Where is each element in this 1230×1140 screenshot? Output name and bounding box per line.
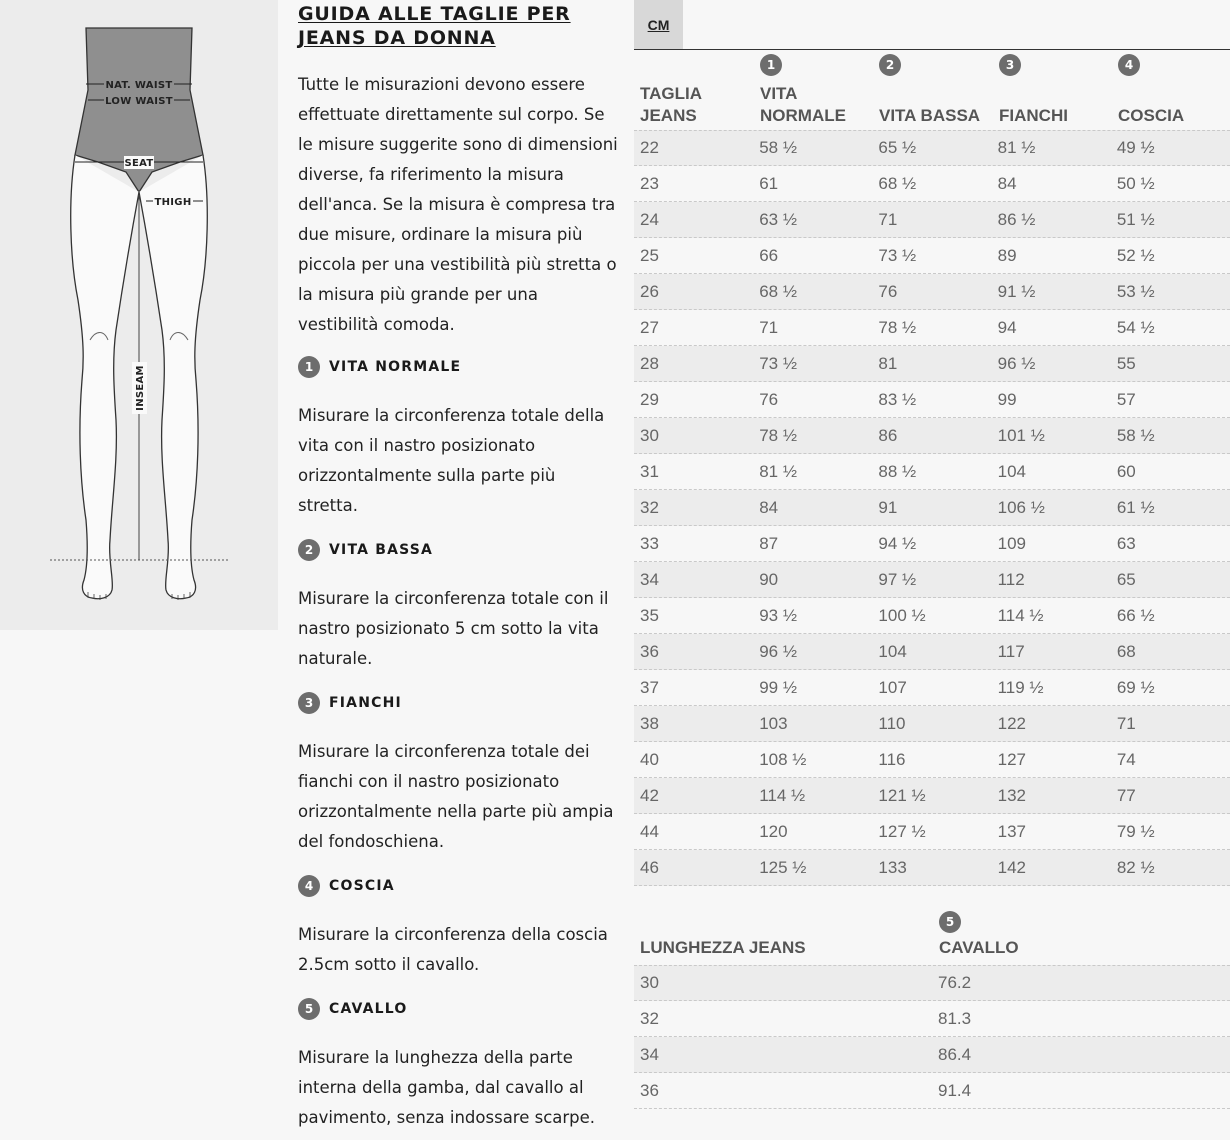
table-cell: 50 ½ <box>1116 173 1155 193</box>
table-cell: 74 <box>1116 749 1136 769</box>
table-cell: 33 <box>640 533 659 553</box>
table-cell: 100 ½ <box>878 605 926 625</box>
table-cell: 65 <box>1116 569 1136 589</box>
table-row <box>634 814 1230 850</box>
table-cell: 76 <box>759 389 779 409</box>
section-text: Misurare la circonferenza totale della vita con il nastro posizionato orizzontalmente sulla parte più stretta. <box>298 406 605 515</box>
table-row <box>634 742 1230 778</box>
table-cell: 34 <box>640 569 659 589</box>
size-tables <box>634 0 1230 1109</box>
table-cell: 106 ½ <box>997 497 1045 517</box>
table-cell: 77 <box>1116 785 1136 805</box>
number-badge-4: 4 <box>1118 54 1140 76</box>
table-row <box>634 454 1230 490</box>
thigh-label: THIGH <box>154 197 192 208</box>
section-text: Misurare la circonferenza della coscia 2.5cm sotto il cavallo. <box>298 925 608 974</box>
table-cell: 94 <box>997 317 1017 337</box>
table-cell: 37 <box>640 677 659 697</box>
table-row <box>634 166 1230 202</box>
table-cell: 24 <box>640 209 659 229</box>
table-cell: 73 ½ <box>759 353 798 373</box>
table-row <box>634 1001 1230 1037</box>
table-cell: 29 <box>640 389 659 409</box>
table-cell: 120 <box>759 821 788 841</box>
seat-label: SEAT <box>124 158 154 169</box>
table-cell: 40 <box>640 749 659 769</box>
table-cell: 117 <box>997 641 1025 661</box>
table-row <box>634 202 1230 238</box>
tab-cm[interactable]: CM <box>634 0 683 49</box>
section-title: VITA NORMALE <box>329 359 462 375</box>
table-cell: 78 ½ <box>878 317 917 337</box>
table-row <box>634 965 1230 1001</box>
table-body <box>634 130 1230 886</box>
table-cell: 91 <box>878 497 898 517</box>
table-cell: 30 <box>640 973 659 992</box>
table-cell: 58 ½ <box>1116 425 1155 445</box>
unit-tabs <box>634 0 1230 50</box>
table-cell: 63 <box>1116 533 1136 553</box>
table-row <box>634 274 1230 310</box>
table-cell: 58 ½ <box>759 138 798 157</box>
table-cell: 121 ½ <box>878 785 926 805</box>
table-cell: 78 ½ <box>759 425 798 445</box>
table-cell: 114 ½ <box>759 785 806 805</box>
section-title: VITA BASSA <box>329 542 434 558</box>
table-cell: 108 ½ <box>759 749 807 769</box>
table-cell: 55 <box>1116 353 1136 373</box>
table-cell: 68 <box>1116 641 1136 661</box>
inseam-label: INSEAM <box>135 365 146 411</box>
table-row <box>634 418 1230 454</box>
table-row <box>634 310 1230 346</box>
table-cell: 125 ½ <box>759 857 807 877</box>
table-cell: 127 ½ <box>878 821 926 841</box>
table-cell: 132 <box>997 785 1026 805</box>
table-cell: 99 <box>997 389 1017 409</box>
table-cell: 96 ½ <box>759 641 798 661</box>
table-cell: 57 <box>1116 389 1136 409</box>
table-header: LUNGHEZZA JEANS 5 CAVALLO <box>634 907 1230 965</box>
table-row <box>634 382 1230 418</box>
number-badge-2: 2 <box>879 54 901 76</box>
table-cell: 83 ½ <box>878 389 917 409</box>
table-cell: 112 <box>997 569 1025 589</box>
body-measurement-illustration <box>0 0 278 630</box>
number-badge-5: 5 <box>298 998 320 1020</box>
table-cell: 61 <box>759 173 779 193</box>
table-cell: 66 ½ <box>1116 605 1155 625</box>
table-row <box>634 1037 1230 1073</box>
table-cell: 116 <box>878 749 906 769</box>
section-vita-normale <box>298 354 618 521</box>
size-guide-text <box>298 0 618 1133</box>
number-badge-2: 2 <box>298 539 320 561</box>
table-cell: 133 <box>878 857 907 877</box>
table-cell: 99 ½ <box>759 677 798 697</box>
section-coscia <box>298 873 618 980</box>
body-figure-svg <box>0 0 278 630</box>
table-cell: 36 <box>640 641 659 661</box>
table-cell: 73 ½ <box>878 245 917 265</box>
table-cell: 42 <box>640 785 659 805</box>
table-cell: 127 <box>997 749 1026 769</box>
table-cell: 25 <box>640 245 659 265</box>
table-cell: 119 ½ <box>997 677 1044 697</box>
page-title: GUIDA ALLE TAGLIE PER JEANS DA DONNA <box>298 3 571 49</box>
table-cell: 44 <box>640 821 659 841</box>
table-header: TAGLIA JEANS 1 VITA NORMALE 2 VITA BASSA 3 FIANCHI 4 COSCIA <box>634 50 1230 130</box>
table-cell: 90 <box>759 569 779 589</box>
table-body <box>634 965 1230 1109</box>
table-row <box>634 634 1230 670</box>
table-row <box>634 490 1230 526</box>
table-cell: 36 <box>640 1080 659 1100</box>
table-row <box>634 238 1230 274</box>
table-cell: 71 <box>1116 713 1136 733</box>
table-cell: 114 ½ <box>997 605 1044 625</box>
table-row <box>634 346 1230 382</box>
table-cell: 86.4 <box>938 1044 972 1064</box>
table-cell: 32 <box>640 1008 659 1028</box>
table-cell: 79 ½ <box>1116 821 1155 841</box>
table-cell: 104 <box>878 641 907 661</box>
table-cell: 107 <box>878 677 907 697</box>
table-cell: 63 ½ <box>759 209 798 229</box>
table-cell: 66 <box>759 245 779 265</box>
table-cell: 103 <box>759 713 788 733</box>
table-cell: 97 ½ <box>878 569 917 589</box>
jeans-size-table <box>634 50 1230 886</box>
table-cell: 32 <box>640 497 659 517</box>
table-cell: 142 <box>997 857 1026 877</box>
section-text: Misurare la lunghezza della parte interna della gamba, dal cavallo al pavimento, senza indossare scarpe. <box>298 1048 596 1127</box>
table-cell: 30 <box>640 425 659 445</box>
table-cell: 81 <box>878 353 898 373</box>
table-cell: 81 ½ <box>759 461 798 481</box>
table-cell: 28 <box>640 353 659 373</box>
table-cell: 93 ½ <box>759 605 798 625</box>
table-cell: 91.4 <box>938 1080 972 1100</box>
table-cell: 54 ½ <box>1116 317 1155 337</box>
table-cell: 104 <box>997 461 1026 481</box>
table-cell: 46 <box>640 857 659 877</box>
table-row <box>634 562 1230 598</box>
table-cell: 49 ½ <box>1116 138 1155 157</box>
table-row <box>634 526 1230 562</box>
table-cell: 65 ½ <box>878 138 917 157</box>
table-row <box>634 778 1230 814</box>
table-cell: 52 ½ <box>1116 245 1155 265</box>
table-cell: 23 <box>640 173 659 193</box>
table-cell: 53 ½ <box>1116 281 1155 301</box>
number-badge-1: 1 <box>760 54 782 76</box>
table-cell: 101 ½ <box>997 425 1045 445</box>
table-cell: 26 <box>640 281 659 301</box>
table-cell: 96 ½ <box>997 353 1036 373</box>
table-cell: 122 <box>997 713 1026 733</box>
section-text: Misurare la circonferenza totale dei fianchi con il nastro posizionato orizzontalmente nella parte più ampia del fondoschiena. <box>298 742 614 851</box>
number-badge-5: 5 <box>939 911 961 933</box>
intro-paragraph: Tutte le misurazioni devono essere effettuate direttamente sul corpo. Se le misure suggerite sono di dimensioni diverse, fa riferimento la misura dell'anca. Se la misura è compresa tra due misure, ordinare la misura più piccola per una vestibilità più stretta o la misura più grande per una vestibilità comoda. <box>298 75 618 334</box>
table-cell: 87 <box>759 533 779 553</box>
table-cell: 94 ½ <box>878 533 917 553</box>
table-cell: 34 <box>640 1044 659 1064</box>
section-title: COSCIA <box>329 878 395 894</box>
table-cell: 27 <box>640 317 659 337</box>
table-row <box>634 1073 1230 1109</box>
table-cell: 82 ½ <box>1116 857 1155 877</box>
table-cell: 31 <box>640 461 659 481</box>
section-title: FIANCHI <box>329 695 402 711</box>
section-cavallo <box>298 996 618 1133</box>
table-cell: 68 ½ <box>878 173 917 193</box>
table-cell: 81 ½ <box>997 138 1036 157</box>
table-cell: 68 ½ <box>759 281 798 301</box>
table-cell: 35 <box>640 605 659 625</box>
table-cell: 76.2 <box>938 973 972 992</box>
table-cell: 22 <box>640 138 659 157</box>
table-row <box>634 706 1230 742</box>
number-badge-3: 3 <box>298 692 320 714</box>
section-vita-bassa <box>298 537 618 674</box>
table-cell: 61 ½ <box>1116 497 1155 517</box>
table-cell: 89 <box>997 245 1017 265</box>
table-cell: 76 <box>878 281 898 301</box>
table-cell: 84 <box>759 497 779 517</box>
section-fianchi <box>298 690 618 857</box>
number-badge-4: 4 <box>298 875 320 897</box>
table-cell: 60 <box>1116 461 1136 481</box>
table-cell: 86 <box>878 425 898 445</box>
table-cell: 86 ½ <box>997 209 1036 229</box>
nat-waist-label: NAT. WAIST <box>105 80 173 91</box>
number-badge-1: 1 <box>298 356 320 378</box>
table-cell: 38 <box>640 713 659 733</box>
table-cell: 110 <box>878 713 906 733</box>
section-text: Misurare la circonferenza totale con il nastro posizionato 5 cm sotto la vita naturale. <box>298 589 609 668</box>
table-cell: 137 <box>997 821 1026 841</box>
table-cell: 88 ½ <box>878 461 917 481</box>
table-cell: 81.3 <box>938 1008 972 1028</box>
table-row <box>634 130 1230 166</box>
table-cell: 84 <box>997 173 1017 193</box>
table-row <box>634 850 1230 886</box>
table-cell: 69 ½ <box>1116 677 1155 697</box>
number-badge-3: 3 <box>999 54 1021 76</box>
section-title: CAVALLO <box>329 1001 408 1017</box>
table-cell: 51 ½ <box>1116 209 1155 229</box>
table-cell: 91 ½ <box>997 281 1036 301</box>
table-row <box>634 598 1230 634</box>
table-row <box>634 670 1230 706</box>
table-cell: 71 <box>878 209 898 229</box>
table-cell: 109 <box>997 533 1026 553</box>
table-cell: 71 <box>759 317 779 337</box>
length-table <box>634 907 1230 1109</box>
low-waist-label: LOW WAIST <box>105 96 173 107</box>
